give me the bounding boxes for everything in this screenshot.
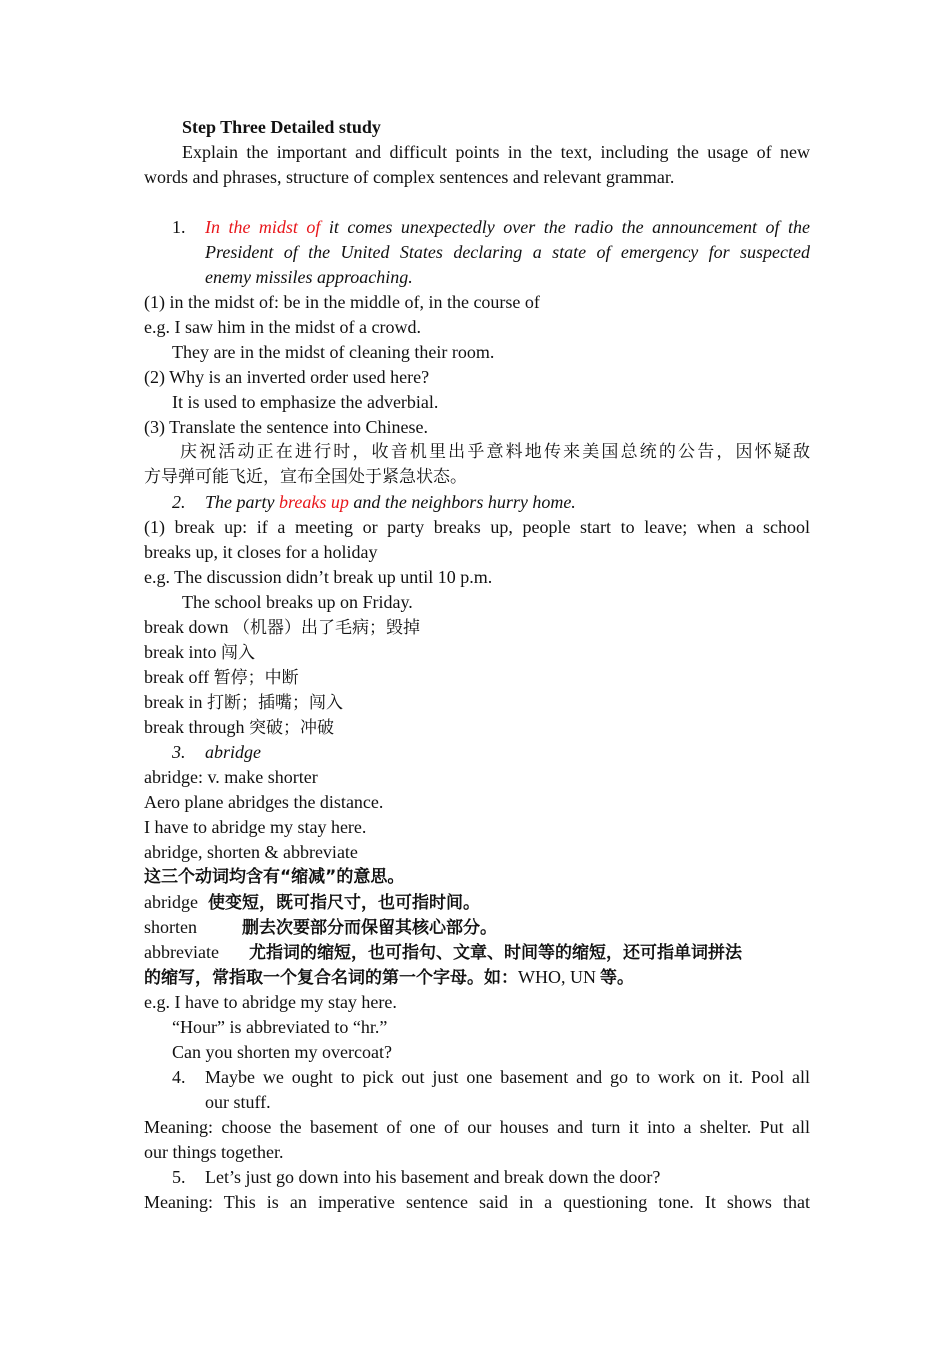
item1-number: 1. — [172, 217, 186, 237]
phrase-cn: 闯入 — [220, 643, 255, 663]
item3-sentence-2: I have to abridge my stay here. — [144, 817, 367, 837]
item3-example-1: e.g. I have to abridge my stay here. — [144, 992, 397, 1012]
phrase-cn: （机器）出了毛病；毁掉 — [232, 618, 420, 638]
abbreviate-word: abbreviate — [144, 942, 219, 962]
phrase-cn: 暂停；中断 — [213, 668, 299, 688]
abbreviate-cn: 尤指词的缩短，也可指句、文章、时间等的缩短，还可指单词拼法 — [248, 943, 742, 963]
item3-abbreviate-row-2 — [144, 965, 810, 991]
item5-text: Let’s just go down into his basement and break down the door? — [205, 1167, 661, 1187]
item3-line-1 — [172, 740, 838, 765]
item3-number: 3. — [172, 742, 186, 762]
item4-meaning-2: our things together. — [144, 1142, 284, 1162]
item1-line-2: President of the United States declaring a state of emergency for suspected — [205, 242, 810, 262]
phrase-en: break off — [144, 667, 214, 687]
phrase-cn: 突破；冲破 — [248, 718, 334, 738]
item3-definition: abridge: v. make shorter — [144, 767, 318, 787]
section-heading: Step Three Detailed study — [182, 117, 381, 137]
item4-line-2: our stuff. — [205, 1092, 271, 1112]
item1-sentence-rest: it comes unexpectedly over the radio the announcement of the — [320, 217, 810, 237]
item3-sentence-1: Aero plane abridges the distance. — [144, 792, 384, 812]
item5-meaning-1: Meaning: This is an imperative sentence said in a questioning tone. It shows that — [144, 1192, 810, 1212]
item2-phrase: breaks up — [279, 492, 349, 512]
phrase-en: break into — [144, 642, 221, 662]
abridge-cn: 使变短，既可指尺寸，也可指时间。 — [207, 893, 480, 913]
abbreviate-cn-2c: 等。 — [600, 968, 634, 988]
item1-example-2: They are in the midst of cleaning their room. — [172, 342, 495, 362]
item1-point-2: (2) Why is an inverted order used here? — [144, 367, 430, 387]
phrase-break-in — [144, 690, 810, 716]
item1-point-1: (1) in the midst of: be in the middle of, in the course of — [144, 292, 540, 312]
item2-number: 2. — [172, 492, 186, 512]
intro-line-1: Explain the important and difficult points in the text, including the usage of new — [182, 142, 810, 162]
phrase-en: break in — [144, 692, 207, 712]
abbreviate-examples: WHO, UN — [518, 967, 596, 987]
item2-example-2: The school breaks up on Friday. — [182, 592, 413, 612]
item3-abridge-row — [144, 890, 810, 916]
phrase-cn: 打断；插嘴；闯入 — [206, 693, 343, 713]
item1-answer-2: It is used to emphasize the adverbial. — [172, 392, 439, 412]
intro-line-2: words and phrases, structure of complex sentences and relevant grammar. — [144, 167, 675, 187]
item3-example-3: Can you shorten my overcoat? — [172, 1042, 392, 1062]
item4-text: Maybe we ought to pick out just one basement and go to work on it. Pool all — [205, 1067, 810, 1087]
shorten-cn: 删去次要部分而保留其核心部分。 — [242, 918, 497, 938]
item3-abbreviate-row — [144, 940, 810, 966]
item3-example-2: “Hour” is abbreviated to “hr.” — [172, 1017, 388, 1037]
item5-line-1 — [172, 1165, 838, 1190]
item1-line-3: enemy missiles approaching. — [205, 267, 413, 287]
phrase-break-down — [144, 615, 810, 641]
item3-sentence-3: abridge, shorten & abbreviate — [144, 842, 358, 862]
item2-point-1a: (1) break up: if a meeting or party breaks up, people start to leave; when a school — [144, 517, 810, 537]
phrase-en: break through — [144, 717, 249, 737]
item1-line-1 — [172, 215, 810, 240]
phrase-break-off — [144, 665, 810, 691]
item3-shorten-row — [144, 915, 810, 941]
item4-meaning-1: Meaning: choose the basement of one of our houses and turn it into a shelter. Put all — [144, 1117, 810, 1137]
phrase-break-through — [144, 715, 810, 741]
phrase-break-into — [144, 640, 810, 666]
item2-pre: The party — [205, 492, 279, 512]
item3-cn-intro: 这三个动词均含有“缩减”的意思。 — [144, 867, 405, 887]
shorten-word: shorten — [144, 917, 197, 937]
item1-phrase: In the midst of — [205, 217, 321, 237]
item2-example-1: e.g. The discussion didn’t break up until 10 p.m. — [144, 567, 493, 587]
abbreviate-cn-2a: 的缩写，常指取一个复合名词的第一个字母。如： — [144, 968, 518, 988]
item5-number: 5. — [172, 1167, 186, 1187]
item2-line-1 — [172, 490, 838, 515]
item1-translation-1: 庆祝活动正在进行时，收音机里出乎意料地传来美国总统的公告，因怀疑敌 — [180, 442, 810, 462]
abridge-word: abridge — [144, 892, 198, 912]
item1-example-1: e.g. I saw him in the midst of a crowd. — [144, 317, 421, 337]
item4-number: 4. — [172, 1067, 186, 1087]
item1-point-3: (3) Translate the sentence into Chinese. — [144, 417, 428, 437]
item4-line-1 — [172, 1065, 810, 1090]
item2-post: and the neighbors hurry home. — [348, 492, 576, 512]
item2-point-1b: breaks up, it closes for a holiday — [144, 542, 378, 562]
item3-word: abridge — [205, 742, 261, 762]
item1-translation-2: 方导弹可能飞近，宣布全国处于紧急状态。 — [144, 467, 467, 487]
phrase-en: break down — [144, 617, 233, 637]
